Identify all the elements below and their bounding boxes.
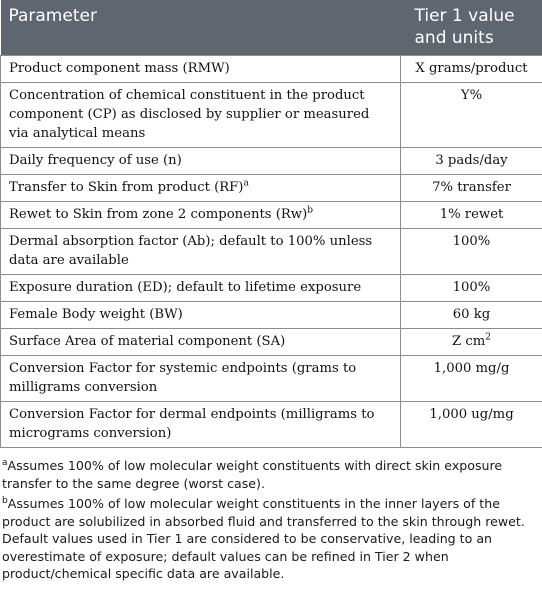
parameter-text: Female Body weight (BW): [9, 307, 183, 322]
table-row: [1, 56, 542, 83]
value-text: 3 pads/day: [435, 153, 508, 168]
parameter-text: Product component mass (RMW): [9, 61, 230, 76]
parameter-text: Dermal absorption factor (Ab); default to 100% unless data are available: [9, 234, 373, 268]
parameter-cell: [1, 148, 401, 175]
table-row: [1, 175, 542, 202]
parameter-cell: [1, 302, 401, 329]
table-body: [1, 56, 542, 448]
parameter-cell: [1, 175, 401, 202]
parameter-text: Rewet to Skin from zone 2 components (Rw): [9, 207, 308, 222]
value-text: 1% rewet: [439, 207, 504, 222]
parameter-cell: [1, 56, 401, 83]
parameter-text: Conversion Factor for dermal endpoints (milligrams to micrograms conversion): [9, 407, 375, 441]
value-text: 1,000 ug/mg: [429, 407, 514, 422]
footnote-mark: b: [307, 205, 313, 216]
footnote-text: Assumes 100% of low molecular weight constituents with direct skin exposure transfer to the same degree (worst case).: [2, 458, 503, 491]
parameter-text: Exposure duration (ED); default to lifetime exposure: [9, 280, 362, 295]
value-cell: [401, 402, 542, 448]
table-row: [1, 302, 542, 329]
parameter-cell: [1, 83, 401, 148]
table-row: [1, 402, 542, 448]
value-text: 100%: [452, 234, 491, 249]
value-cell: [401, 175, 542, 202]
footnote-mark: b: [2, 495, 8, 506]
value-text: 100%: [452, 280, 491, 295]
footnotes: [0, 448, 542, 583]
table-row: [1, 229, 542, 275]
parameter-cell: [1, 402, 401, 448]
parameter-cell: [1, 275, 401, 302]
footnote-mark: a: [243, 178, 249, 189]
table-row: [1, 202, 542, 229]
value-text: 60 kg: [452, 307, 491, 322]
footnote: [2, 495, 540, 583]
value-cell: [401, 148, 542, 175]
footnote-text: Assumes 100% of low molecular weight constituents in the inner layers of the product are solubilized in absorbed fluid and transferred to the skin through rewet. Default values used in Tier 1 are considered to be conservative, leading to an overestimate of exposure; default values can be refined in Tier 2 when product/chemical specific data are available.: [2, 496, 525, 581]
value-cell: [401, 302, 542, 329]
parameter-cell: [1, 202, 401, 229]
value-cell: [401, 329, 542, 356]
header-value: Tier 1 value and units: [414, 6, 515, 48]
unit-superscript: 2: [485, 332, 491, 343]
value-cell: [401, 56, 542, 83]
table-row: [1, 83, 542, 148]
parameter-cell: [1, 329, 401, 356]
value-text: Z cm: [452, 334, 486, 349]
footnote-mark: a: [2, 457, 8, 468]
table-row: [1, 356, 542, 402]
value-cell: [401, 229, 542, 275]
table-row: [1, 275, 542, 302]
parameter-text: Surface Area of material component (SA): [9, 334, 286, 349]
value-cell: [401, 202, 542, 229]
parameter-text: Conversion Factor for systemic endpoints (grams to milligrams conversion: [9, 361, 357, 395]
parameter-cell: [1, 356, 401, 402]
value-text: 7% transfer: [432, 180, 511, 195]
table-row: [1, 148, 542, 175]
parameter-text: Daily frequency of use (n): [9, 153, 182, 168]
value-text: X grams/product: [415, 61, 528, 76]
parameter-cell: [1, 229, 401, 275]
parameter-text: Concentration of chemical constituent in the product component (CP) as disclosed by supplier or measured via analytical means: [9, 88, 370, 141]
footnote: [2, 457, 540, 492]
value-cell: [401, 356, 542, 402]
value-cell: [401, 83, 542, 148]
value-text: 1,000 mg/g: [433, 361, 510, 376]
value-text: Y%: [460, 88, 483, 103]
table-header-row: [1, 0, 542, 56]
value-cell: [401, 275, 542, 302]
parameter-text: Transfer to Skin from product (RF): [9, 180, 244, 195]
table-row: [1, 329, 542, 356]
header-parameter: Parameter: [8, 6, 97, 26]
